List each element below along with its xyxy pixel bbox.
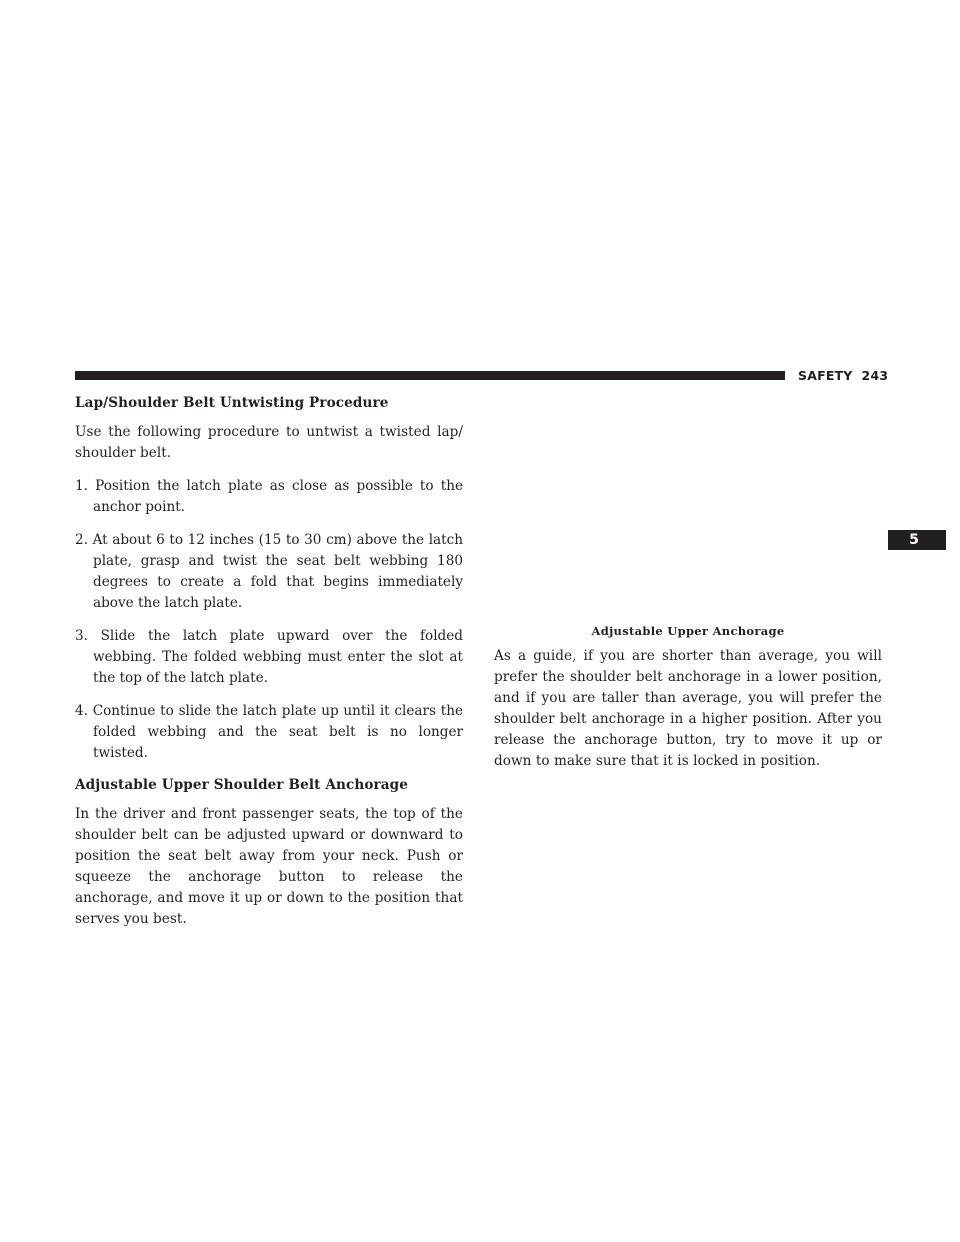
step-item: 2. At about 6 to 12 inches (15 to 30 cm) above the latch plate, grasp and twist the seat belt webbing 180 degrees to create a fold that begins immediately above the latch plate. xyxy=(75,532,463,611)
figure-placeholder xyxy=(494,392,882,617)
anchorage-paragraph: In the driver and front passenger seats, the top of the shoulder belt can be adjusted upward or downward to position the seat belt away from your neck. Push or squeeze the anchorage button to release the anchorage, and move it up or down to the position that serves you best. xyxy=(75,806,463,927)
right-column xyxy=(494,646,882,784)
step-item: 4. Continue to slide the latch plate up until it clears the folded webbing and the seat belt is no longer twisted. xyxy=(75,703,463,761)
heading-untwisting-procedure: Lap/Shoulder Belt Untwisting Procedure xyxy=(75,395,389,411)
intro-paragraph: Use the following procedure to untwist a twisted lap/ shoulder belt. xyxy=(75,424,463,461)
step-item: 3. Slide the latch plate upward over the folded webbing. The folded webbing must enter the slot at the top of the latch plate. xyxy=(75,628,463,686)
header-rule xyxy=(75,371,785,380)
steps-list xyxy=(75,476,463,764)
figure-caption: Adjustable Upper Anchorage xyxy=(591,624,785,638)
section-title: SAFETY xyxy=(798,368,853,383)
guide-paragraph: As a guide, if you are shorter than average, you will prefer the shoulder belt anchorage in a lower position, and if you are taller than average, you will prefer the shoulder belt anchorage in a higher position. After you release the anchorage button, try to move it up or down to make sure that it is locked in position. xyxy=(494,648,882,769)
page-number: 243 xyxy=(861,368,889,383)
heading-upper-anchorage: Adjustable Upper Shoulder Belt Anchorage xyxy=(75,777,409,793)
running-header xyxy=(798,368,888,383)
step-item: 1. Position the latch plate as close as possible to the anchor point. xyxy=(75,478,463,515)
chapter-tab: 5 xyxy=(888,530,946,550)
left-column xyxy=(75,394,463,942)
